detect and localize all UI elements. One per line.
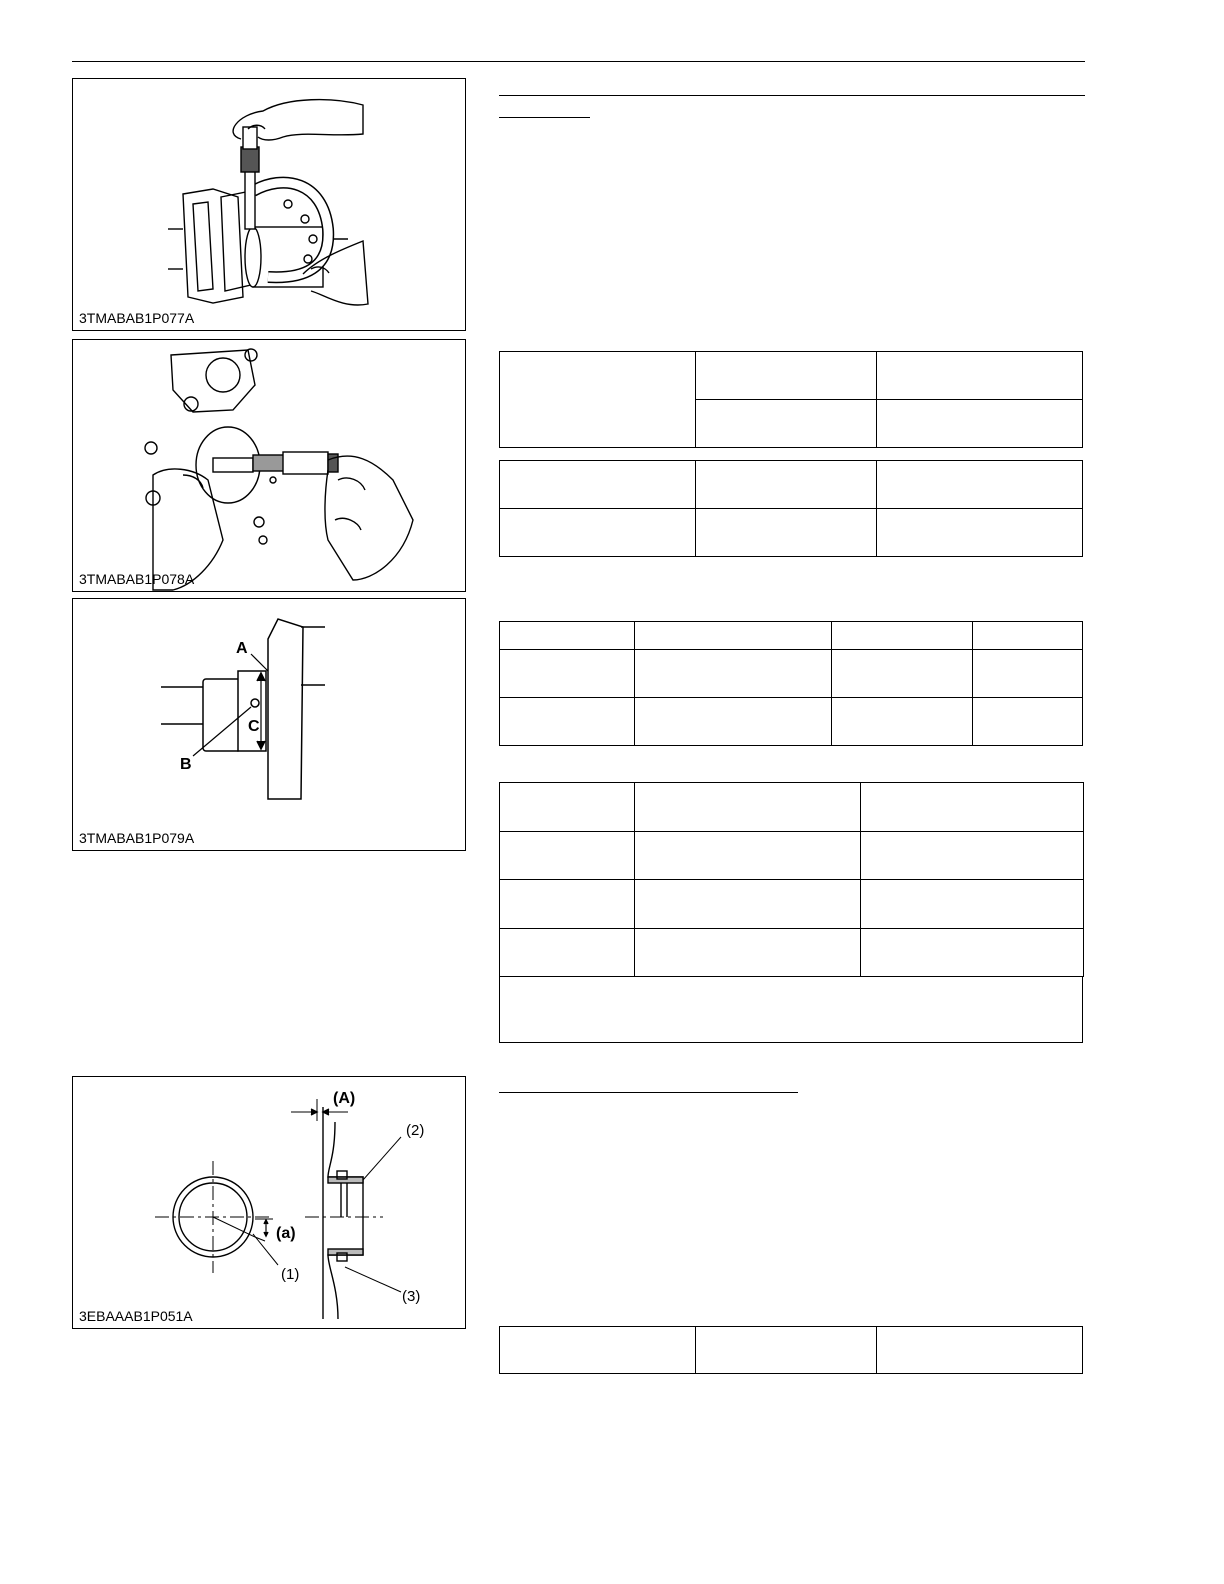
section-rule-top (499, 95, 1085, 96)
journal-points-diagram (73, 599, 465, 850)
figure-bearing-install (72, 1076, 466, 1329)
spec-table-5 (499, 1326, 1083, 1374)
figure-caption: 3TMABAB1P077A (79, 310, 195, 326)
section2-heading-underline (499, 1092, 798, 1093)
crankshaft-micrometer-illustration (73, 79, 465, 330)
figure-journal-points (72, 598, 466, 851)
section-heading-underline (499, 117, 590, 118)
header-rule (72, 61, 1085, 62)
bearing-micrometer-illustration (73, 340, 465, 591)
spec-table-4-note (499, 976, 1083, 1043)
label-2: (2) (406, 1122, 425, 1139)
label-b: B (180, 756, 192, 773)
figure-bearing-micrometer (72, 339, 466, 592)
label-a: A (236, 640, 248, 657)
spec-table-3 (499, 621, 1083, 746)
spec-table-4 (499, 782, 1084, 977)
label-c: C (248, 718, 260, 735)
spec-table-2 (499, 460, 1083, 557)
figure-crankshaft-micrometer (72, 78, 466, 331)
bearing-install-diagram (73, 1077, 465, 1328)
figure-caption: 3TMABAB1P079A (79, 830, 195, 846)
label-cap-a: (A) (333, 1090, 356, 1107)
figure-caption: 3EBAAAB1P051A (79, 1308, 193, 1324)
figure-caption: 3TMABAB1P078A (79, 571, 195, 587)
label-1: (1) (281, 1266, 300, 1283)
label-small-a: (a) (276, 1225, 296, 1242)
spec-table-1 (499, 351, 1083, 448)
label-3: (3) (402, 1288, 421, 1305)
